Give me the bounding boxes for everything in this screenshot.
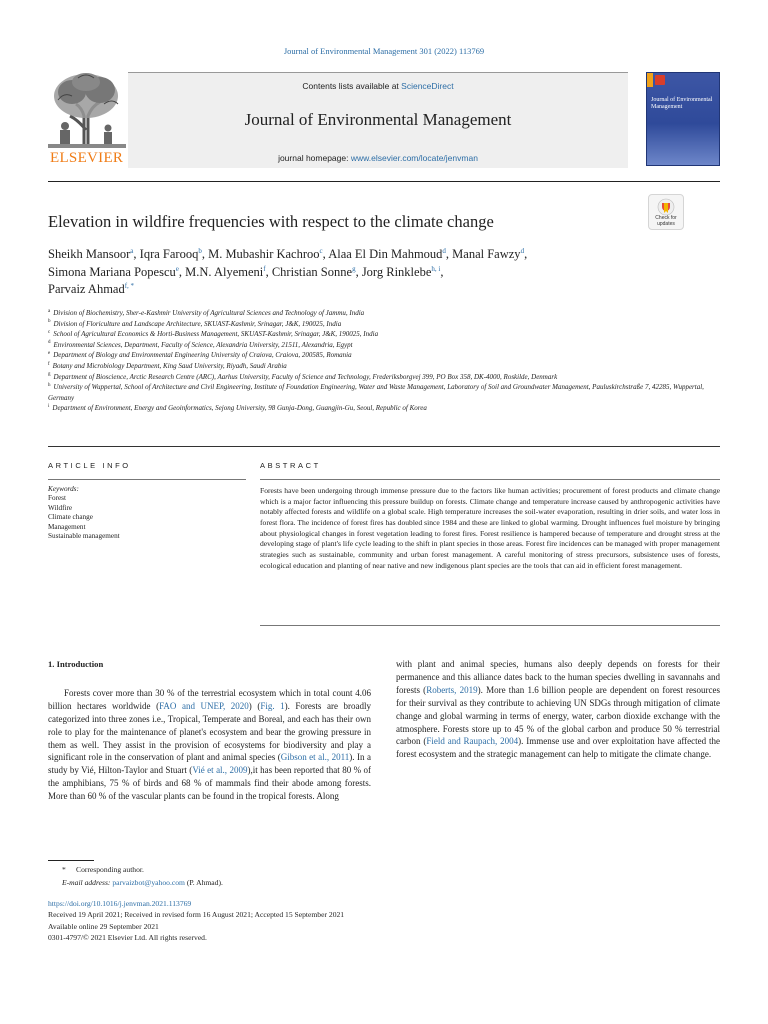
affiliation-item bbox=[48, 361, 728, 372]
citation-link[interactable]: Vié et al., 2009 bbox=[192, 765, 248, 776]
author-separator: , bbox=[355, 264, 362, 279]
author-name[interactable]: Parvaiz Ahmad bbox=[48, 282, 125, 296]
abstract-rule bbox=[260, 479, 720, 480]
affiliation-item bbox=[48, 372, 728, 383]
keyword-item: Wildfire bbox=[48, 503, 73, 512]
author-name[interactable]: Alaa El Din Mahmoud bbox=[328, 247, 443, 261]
publication-info bbox=[48, 898, 548, 944]
text-run: ). More than 1.6 billion people are dependent on forest resources for their survival as they contribute to achieving UN SDGs through mitigation of climate change and global warming in terms of energy, water, carbon dioxide exchange with the atmosphere. Forests store up to 45 % of the global carbon and produce 50 % terrestrial carbon ( bbox=[396, 684, 720, 747]
author-name[interactable]: Simona Mariana Popescu bbox=[48, 264, 176, 279]
affiliation-label: a bbox=[48, 308, 51, 314]
author-separator: , bbox=[178, 264, 186, 279]
elsevier-logo[interactable] bbox=[48, 70, 126, 170]
author-name[interactable]: Christian Sonne bbox=[271, 264, 353, 279]
contents-prefix: Contents lists available at bbox=[302, 81, 402, 91]
text-run: ). Immense use and over exploitation have affected the forest ecosystem and the strategic management can help to mitigate the climate change. bbox=[396, 736, 721, 760]
affiliation-label: d bbox=[48, 340, 51, 346]
author-affiliation-marker[interactable]: h, i bbox=[431, 264, 441, 273]
keyword-item: Management bbox=[48, 522, 86, 531]
affiliation-text: Department of Biology and Environmental Engineering University of Craiova, Craiova, 200585, Romania bbox=[53, 351, 352, 360]
cover-title: Journal of Environmental Management bbox=[651, 97, 713, 110]
author-separator: , bbox=[445, 247, 453, 261]
author-separator: , bbox=[440, 264, 444, 279]
author-name[interactable]: M.N. Alyemeni bbox=[185, 264, 264, 279]
cover-badge-icon bbox=[655, 75, 665, 85]
author-name[interactable]: Manal Fawzy bbox=[452, 247, 521, 261]
received-dates: Received 19 April 2021; Received in revised form 16 August 2021; Accepted 15 September 2021 bbox=[48, 910, 345, 920]
text-run: ). Forests are broadly categorized into three zones i.e., Tropical, Temperate and Boreal, and each has their own role to play for the maintenance of planet's ecosystem and bear the growing pressure in them as well. They assist in the provision of ecosystems for biodiversity and play a significant role in the conservation of plant and animal species ( bbox=[48, 700, 371, 763]
elsevier-tree-icon bbox=[48, 70, 126, 148]
affiliation-item bbox=[48, 308, 728, 319]
affiliation-text: Department of Bioscience, Arctic Research Centre (ARC), Aarhus University, Faculty of Science and Technology, Frederiksborgvej 399, PO Box 358, DK-4000, Roskilde, Denmark bbox=[53, 372, 558, 381]
keyword-item: Sustainable management bbox=[48, 532, 120, 541]
affiliation-item bbox=[48, 340, 728, 351]
author-affiliation-marker[interactable]: b bbox=[198, 246, 202, 255]
author-separator: , bbox=[524, 247, 528, 261]
affiliation-item bbox=[48, 350, 728, 361]
text-run: with plant and animal species, humans also deeply depends on forests for their permanence and this alliance dates back to the human species dwelling in savannahs and forests ( bbox=[396, 659, 720, 695]
keyword-item: Climate change bbox=[48, 513, 93, 522]
email-label: E-mail address: bbox=[62, 877, 113, 887]
affiliation-label: f bbox=[48, 361, 50, 367]
footnotes bbox=[48, 864, 448, 889]
author-affiliation-marker[interactable]: f bbox=[263, 264, 266, 273]
author-affiliation-marker[interactable]: g bbox=[352, 264, 356, 273]
abstract-bottom-rule bbox=[260, 625, 720, 626]
check-for-updates-button[interactable] bbox=[648, 194, 684, 230]
keywords-list bbox=[48, 494, 246, 541]
journal-homepage-link[interactable]: www.elsevier.com/locate/jenvman bbox=[350, 153, 478, 163]
keywords-label: Keywords: bbox=[48, 485, 79, 493]
crossmark-icon bbox=[657, 198, 675, 216]
affiliation-item bbox=[48, 382, 728, 403]
author-name[interactable]: Jorg Rinklebe bbox=[361, 264, 432, 279]
author-separator: , bbox=[201, 247, 209, 261]
affiliation-label: i bbox=[48, 404, 50, 410]
author-separator: , bbox=[133, 247, 140, 261]
affiliation-text: Department of Environment, Energy and Geoinformatics, Sejong University, 98 Gunja-Dong, Guangjin-Gu, Seoul, Republic of Korea bbox=[52, 404, 427, 413]
citation-link[interactable]: Gibson et al., 2011 bbox=[280, 752, 350, 763]
author-affiliation-marker[interactable]: d bbox=[520, 246, 525, 255]
keyword-item: Forest bbox=[48, 494, 66, 503]
body-column-right bbox=[396, 658, 720, 761]
affiliation-item bbox=[48, 403, 728, 414]
author-affiliation-marker[interactable]: e bbox=[175, 264, 179, 273]
corresponding-mark: * bbox=[62, 865, 66, 874]
text-run: ) ( bbox=[248, 700, 261, 711]
affiliation-item bbox=[48, 319, 728, 330]
affiliation-label: h bbox=[48, 382, 51, 388]
article-info-heading: ARTICLE INFO bbox=[48, 461, 131, 470]
affiliation-label: e bbox=[48, 351, 51, 357]
citation-link[interactable]: Roberts, 2019 bbox=[426, 684, 478, 695]
text-run: ),it has been reported that 80 % of the amphibians, 75 % of birds and 68 % of mammals find their abode among forests. More than 60 % of the vascular plants can be found in the tropical forests. Along bbox=[48, 765, 371, 802]
check-updates-line1: Check for bbox=[655, 215, 677, 221]
citation-link[interactable]: Field and Raupach, 2004 bbox=[426, 736, 519, 747]
masthead-rule bbox=[48, 181, 720, 182]
email-note bbox=[48, 877, 448, 890]
corresponding-text: Corresponding author. bbox=[76, 865, 144, 874]
author-affiliation-marker[interactable]: a bbox=[130, 246, 134, 255]
copyright: 0301-4797/© 2021 Elsevier Ltd. All rights reserved. bbox=[48, 933, 207, 943]
affiliation-text: University of Wuppertal, School of Architecture and Civil Engineering, Institute of Foundation Engineering, Water and Waste Management, Laboratory of Soil and Groundwater Management, Pauluskirchstraße 7, 42285, Wuppertal, Germany bbox=[48, 383, 704, 402]
affiliation-label: c bbox=[48, 329, 51, 335]
keywords-block bbox=[48, 485, 246, 541]
affiliation-list bbox=[48, 308, 728, 414]
affiliation-label: b bbox=[48, 319, 51, 325]
journal-masthead bbox=[48, 70, 720, 170]
available-online: Available online 29 September 2021 bbox=[48, 921, 159, 931]
affiliation-item bbox=[48, 329, 728, 340]
doi-link[interactable]: https://doi.org/10.1016/j.jenvman.2021.113769 bbox=[48, 899, 192, 908]
cover-strip bbox=[647, 73, 653, 87]
intro-paragraph-1 bbox=[48, 687, 371, 803]
affiliation-text: Environmental Sciences, Department, Faculty of Science, Alexandria University, 21511, Alexandria, Egypt bbox=[53, 340, 353, 349]
author-name[interactable]: M. Mubashir Kachroo bbox=[208, 247, 320, 261]
footnote-rule bbox=[48, 860, 94, 861]
check-updates-line2: updates bbox=[657, 220, 675, 227]
author-affiliation-marker[interactable]: d bbox=[442, 246, 446, 255]
author-list bbox=[48, 246, 678, 299]
masthead-banner bbox=[128, 72, 628, 168]
author-affiliation-marker[interactable]: f, * bbox=[124, 281, 135, 290]
author-name[interactable]: Sheikh Mansoor bbox=[48, 247, 131, 261]
journal-cover-thumbnail[interactable] bbox=[646, 72, 720, 166]
text-run: ). In a study by Vié, Hilton-Taylor and Stuart ( bbox=[48, 752, 371, 776]
affiliation-text: Division of Biochemistry, Sher-e-Kashmir University of Agricultural Sciences and Technology of Jammu, India bbox=[53, 309, 365, 317]
abstract-heading: ABSTRACT bbox=[260, 461, 321, 470]
intro-paragraph-1-cont bbox=[396, 658, 720, 761]
keywords-rule bbox=[48, 479, 246, 480]
email-link[interactable]: parvaizbot@yahoo.com bbox=[112, 877, 185, 887]
journal-title: Journal of Environmental Management bbox=[244, 110, 512, 129]
email-suffix: (P. Ahmad). bbox=[184, 877, 223, 887]
article-title: Elevation in wildfire frequencies with respect to the climate change bbox=[48, 212, 494, 231]
homepage-prefix: journal homepage: bbox=[278, 153, 351, 163]
running-head: Journal of Environmental Management 301 (2022) 113769 bbox=[283, 46, 485, 56]
introduction-heading: 1. Introduction bbox=[48, 659, 104, 669]
corresponding-author-note bbox=[48, 864, 448, 877]
body-column-left bbox=[48, 658, 371, 803]
author-separator: , bbox=[322, 247, 329, 261]
citation-link[interactable]: FAO and UNEP, 2020 bbox=[159, 700, 249, 711]
affiliation-label: g bbox=[48, 372, 51, 378]
figure-link[interactable]: Fig. 1 bbox=[260, 700, 285, 711]
sciencedirect-link[interactable]: ScienceDirect bbox=[401, 81, 454, 91]
affiliation-text: Botany and Microbiology Department, King Saud University, Riyadh, Saudi Arabia bbox=[52, 361, 287, 370]
author-affiliation-marker[interactable]: c bbox=[319, 246, 323, 255]
affiliation-text: Division of Floriculture and Landscape Architecture, SKUAST-Kashmir, Srinagar, J&K, 190025, India bbox=[53, 319, 342, 328]
text-run: Forests cover more than 30 % of the terrestrial ecosystem which in total count 4.06 billion hectares worldwide ( bbox=[48, 687, 371, 711]
abstract-text: Forests have been undergoing through immense pressure due to the factors like human activities; procurement of forest products and climate change which is a major factor influencing this pressure buildup on forests. Climate change and temperature increase caused by anthropogenic activities have notably affected forests and wildlife on a global scale. High temperature increases the soil-water evaporation, resulting in drier soils, and water loss in forest flora. The incidence of forest fires has doubled since 1984 and these are linked to global warming. Drought influences fuel moisture by bringing about physiological changes in forest vegetation leading to forest fires. Forest resilience is hampered because of temperature and drought stress at the developing stage of plant's life cycle leading to the shift in plant species in those areas. Forest fire incidences can be managed with proper management strategies such as sustainable, community and urban forest management. A careful monitoring of stress precursors, subsistence uses of forests, ecological education and planting of near native and new indigenous plant species are the tools that can aid in efficient forest management. bbox=[260, 486, 720, 570]
contents-line bbox=[128, 81, 628, 91]
author-separator: , bbox=[265, 264, 272, 279]
homepage-line bbox=[128, 153, 628, 163]
affiliation-text: School of Agricultural Economics & Horti-Business Management, SKUAST-Kashmir, Srinagar, J&K, 190025, India bbox=[53, 330, 379, 339]
affiliation-rule bbox=[48, 446, 720, 447]
author-name[interactable]: Iqra Farooq bbox=[139, 247, 199, 261]
publisher-name: ELSEVIER bbox=[50, 150, 124, 166]
